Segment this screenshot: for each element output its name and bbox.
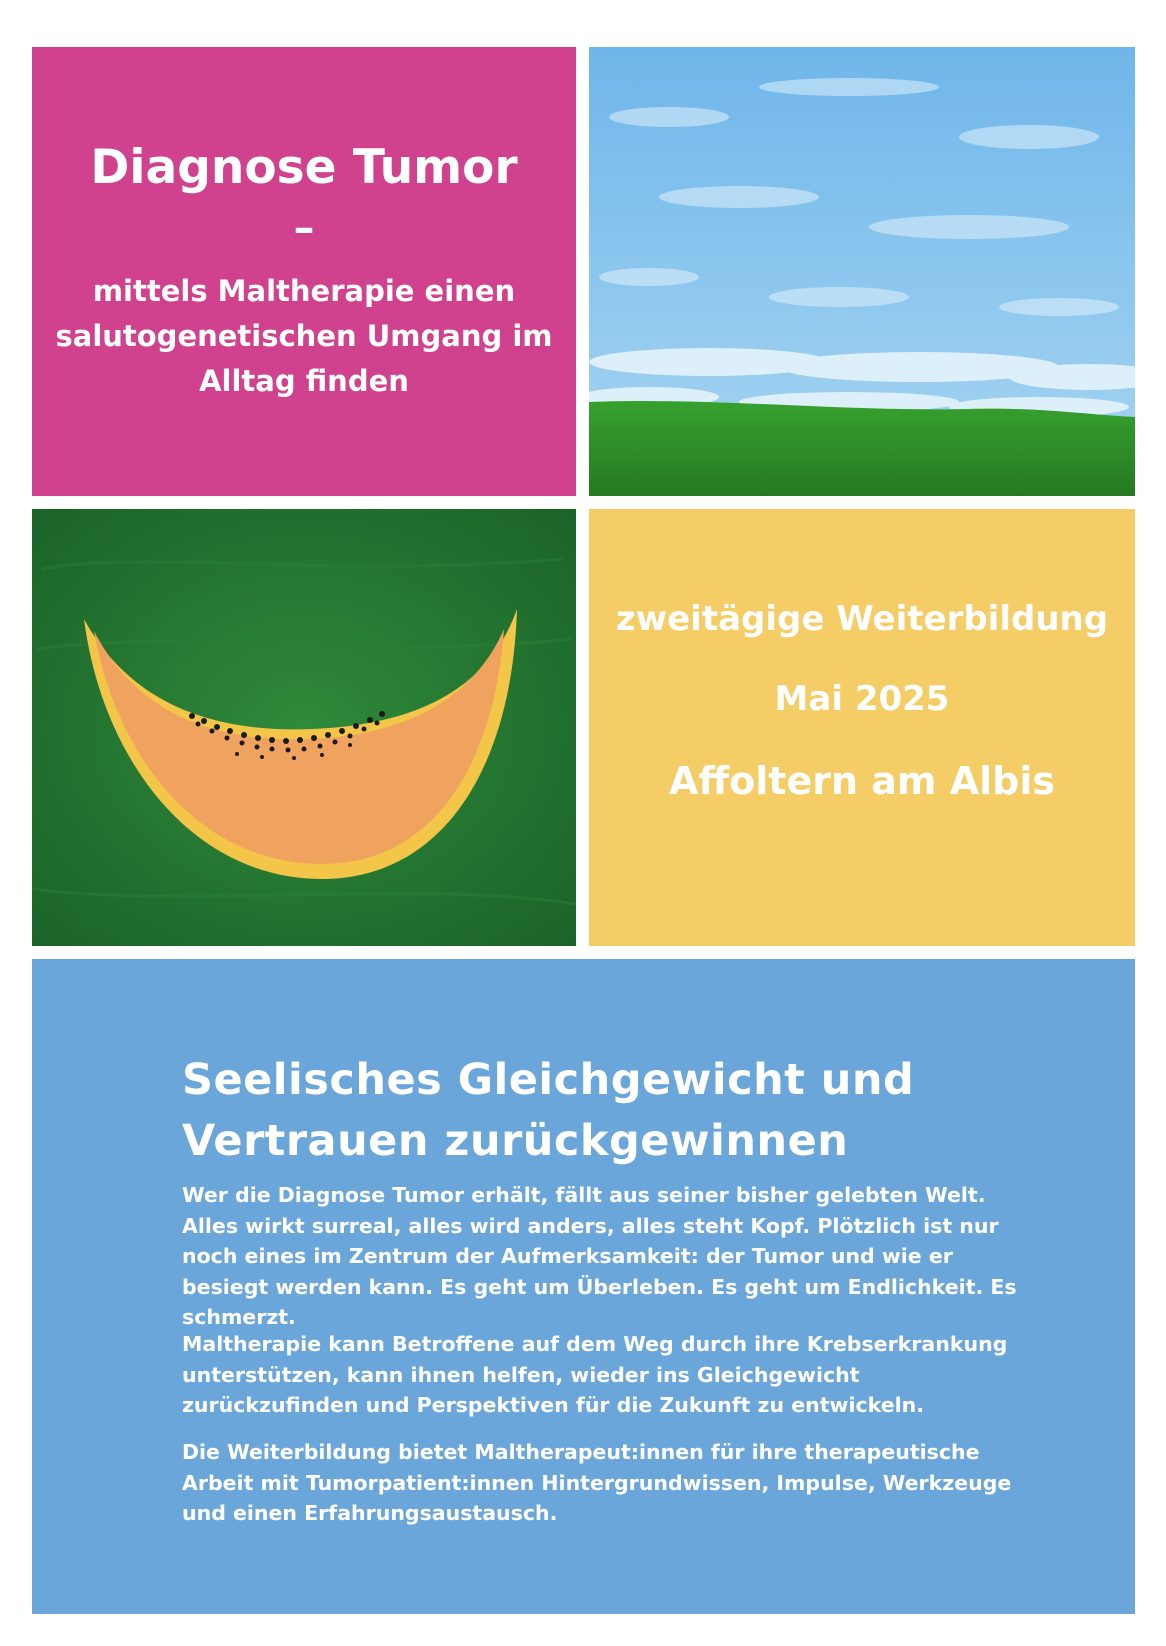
moon-painting <box>32 509 576 946</box>
title-subtitle-line: salutogenetischen Umgang im <box>55 319 553 353</box>
title-subtitle <box>55 269 552 404</box>
sky-painting <box>589 47 1135 496</box>
info-heading <box>182 1050 942 1172</box>
info-paragraph: Die Weiterbildung bietet Maltherapeut:innen für ihre therapeutische Arbeit mit Tumorpatient:innen Hintergrundwissen, Impulse, Werkzeuge und einen Erfahrungsaustausch. <box>182 1440 1012 1525</box>
info-heading-line: Vertrauen zurückgewinnen <box>182 1116 849 1166</box>
event-date: Mai 2025 <box>774 679 950 719</box>
title-dash: – <box>293 203 315 252</box>
event-location: Affoltern am Albis <box>668 759 1056 803</box>
event-format: zweitägige Weiterbildung <box>615 599 1109 639</box>
info-paragraph: Wer die Diagnose Tumor erhält, fällt aus seiner bisher gelebten Welt. Alles wirkt surreal, alles wird anders, alles steht Kopf. Plötzlich ist nur noch eines im Zentrum der Aufmerksamkeit: der Tumor und wie er besiegt werden kann. Es geht um Überleben. Es geht um Endlichkeit. Es schmerzt. <box>182 1183 1017 1329</box>
title-subtitle-line: mittels Maltherapie einen <box>92 274 516 308</box>
moon-painting-image <box>32 509 576 946</box>
info-heading-line: Seelisches Gleichgewicht und <box>182 1055 915 1105</box>
title-subtitle-line: Alltag finden <box>199 364 409 398</box>
event-tile <box>589 509 1135 946</box>
title-heading: Diagnose Tumor <box>90 140 518 195</box>
sky-painting-image <box>589 47 1135 496</box>
title-tile <box>32 47 576 496</box>
info-paragraph: Maltherapie kann Betroffene auf dem Weg durch ihre Krebserkrankung unterstützen, kann ihnen helfen, wieder ins Gleichgewicht zurückzufinden und Perspektiven für die Zukunft zu entwickeln. <box>182 1332 1008 1417</box>
info-tile <box>32 959 1135 1614</box>
